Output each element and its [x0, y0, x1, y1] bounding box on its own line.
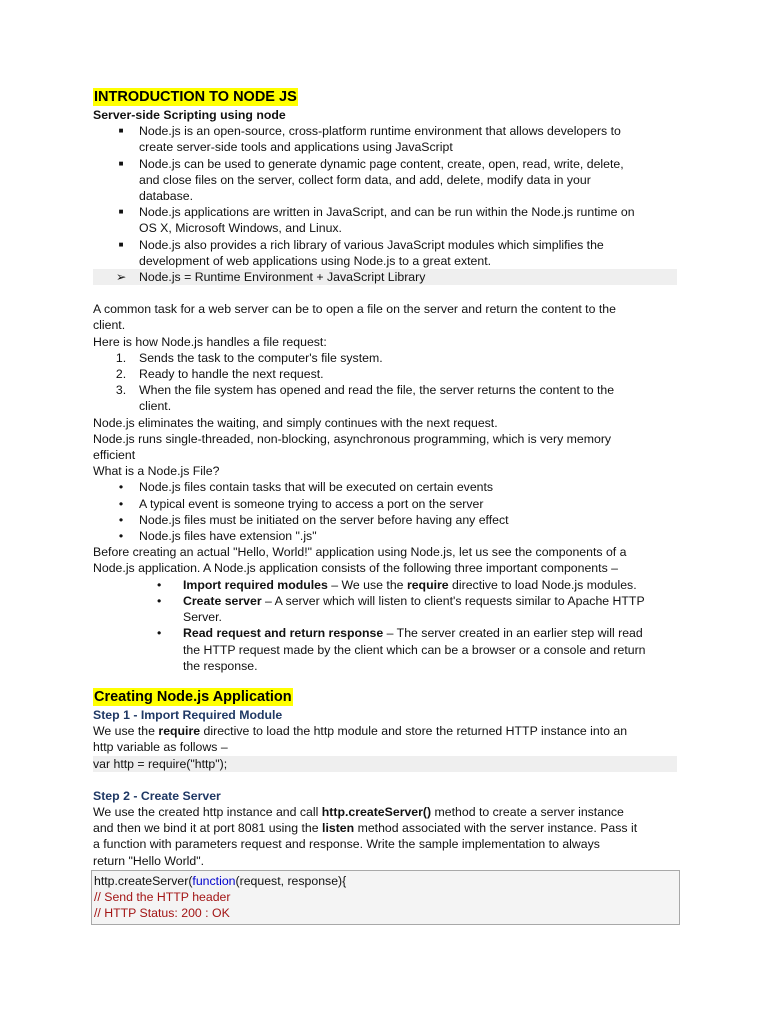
square-bullet-icon: ■: [118, 126, 124, 136]
arrow-bullet-item: ➢ Node.js = Runtime Environment + JavaScript Library: [93, 269, 677, 285]
question-line: What is a Node.js File?: [93, 464, 220, 479]
numbered-item: 1. Sends the task to the computer's file system.: [115, 350, 383, 365]
component-item: • Read request and return response – The server created in an earlier step will read the HTTP request made by the client which can be a browser or a console and return the response.: [157, 626, 646, 673]
dot-bullet-icon: •: [118, 496, 124, 511]
bullet-item: • Node.js files must be initiated on the server before having any effect: [93, 512, 677, 528]
component-item: • Import required modules – We use the require directive to load Node.js modules.: [157, 577, 637, 592]
step-number: 3.: [115, 383, 127, 398]
paragraph: Node.js eliminates the waiting, and simply continues with the next request.: [93, 415, 498, 430]
bullet-item: ■ Node.js also provides a rich library of various JavaScript modules which simplifies the development of web applications using Node.js to a great extent.: [93, 237, 677, 269]
code-line: var http = require("http");: [93, 756, 677, 772]
bullet-item: • A typical event is someone trying to access a port on the server: [93, 496, 677, 512]
numbered-item: 3. When the file system has opened and read the file, the server returns the content to the client.: [115, 383, 615, 414]
section-subtitle: Server-side Scripting using node: [93, 108, 286, 122]
arrow-bullet-icon: ➢: [115, 270, 127, 285]
code-comment: // Send the HTTP header: [94, 889, 231, 904]
code-block: http.createServer(function(request, response){ // Send the HTTP header // HTTP Status: 200 : OK: [91, 870, 680, 926]
bullet-item: ■ Node.js can be used to generate dynamic page content, create, open, read, write, delete, and close files on the server, collect form data, and add, delete, modify data in your database.: [93, 156, 677, 205]
paragraph: A common task for a web server can be to open a file on the server and return the content to the client.: [93, 302, 616, 333]
dot-bullet-icon: •: [157, 577, 162, 592]
step-number: 1.: [115, 350, 127, 365]
bullet-item: • Node.js files have extension ".js": [93, 528, 677, 544]
section-title-creating: Creating Node.js Application: [94, 688, 292, 705]
dot-bullet-icon: •: [157, 593, 162, 608]
document-content: [93, 88, 677, 925]
paragraph: Node.js runs single-threaded, non-blocking, asynchronous programming, which is very memory efficient: [93, 431, 612, 463]
bullet-item: ■ Node.js is an open-source, cross-platform runtime environment that allows developers to create server-side tools and applications using JavaScript: [93, 123, 677, 155]
bullet-item: • Node.js files contain tasks that will be executed on certain events: [93, 479, 677, 495]
step2-title: Step 2 - Create Server: [93, 788, 221, 803]
code-comment: // HTTP Status: 200 : OK: [94, 906, 230, 921]
section-title-intro: INTRODUCTION TO NODE JS: [94, 89, 297, 105]
step1-title: Step 1 - Import Required Module: [93, 707, 283, 722]
paragraph: We use the created http instance and call http.createServer() method to create a server instance and then we bind it at port 8081 using the listen method associated with the server instance. Pass it a function with parameters request and response. Write the sample implementation to always return "Hello World".: [93, 804, 638, 868]
square-bullet-icon: ■: [118, 158, 124, 168]
step-number: 2.: [115, 367, 127, 382]
square-bullet-icon: ■: [118, 207, 124, 217]
bullet-item: ■ Node.js applications are written in JavaScript, and can be run within the Node.js runtime on OS X, Microsoft Windows, and Linux.: [93, 204, 677, 236]
dot-bullet-icon: •: [118, 529, 124, 544]
paragraph: Before creating an actual "Hello, World!" application using Node.js, let us see the components of a Node.js application. A Node.js application consists of the following three important components –: [93, 545, 627, 576]
dot-bullet-icon: •: [157, 626, 162, 641]
numbered-item: 2. Ready to handle the next request.: [115, 367, 324, 382]
paragraph: Here is how Node.js handles a file request:: [93, 334, 327, 349]
component-item: • Create server – A server which will listen to client's requests similar to Apache HTTP Server.: [157, 593, 645, 625]
square-bullet-icon: ■: [118, 239, 124, 249]
dot-bullet-icon: •: [118, 512, 124, 527]
dot-bullet-icon: •: [118, 480, 124, 495]
paragraph: We use the require directive to load the http module and store the returned HTTP instance into an http variable as follows –: [93, 724, 628, 755]
